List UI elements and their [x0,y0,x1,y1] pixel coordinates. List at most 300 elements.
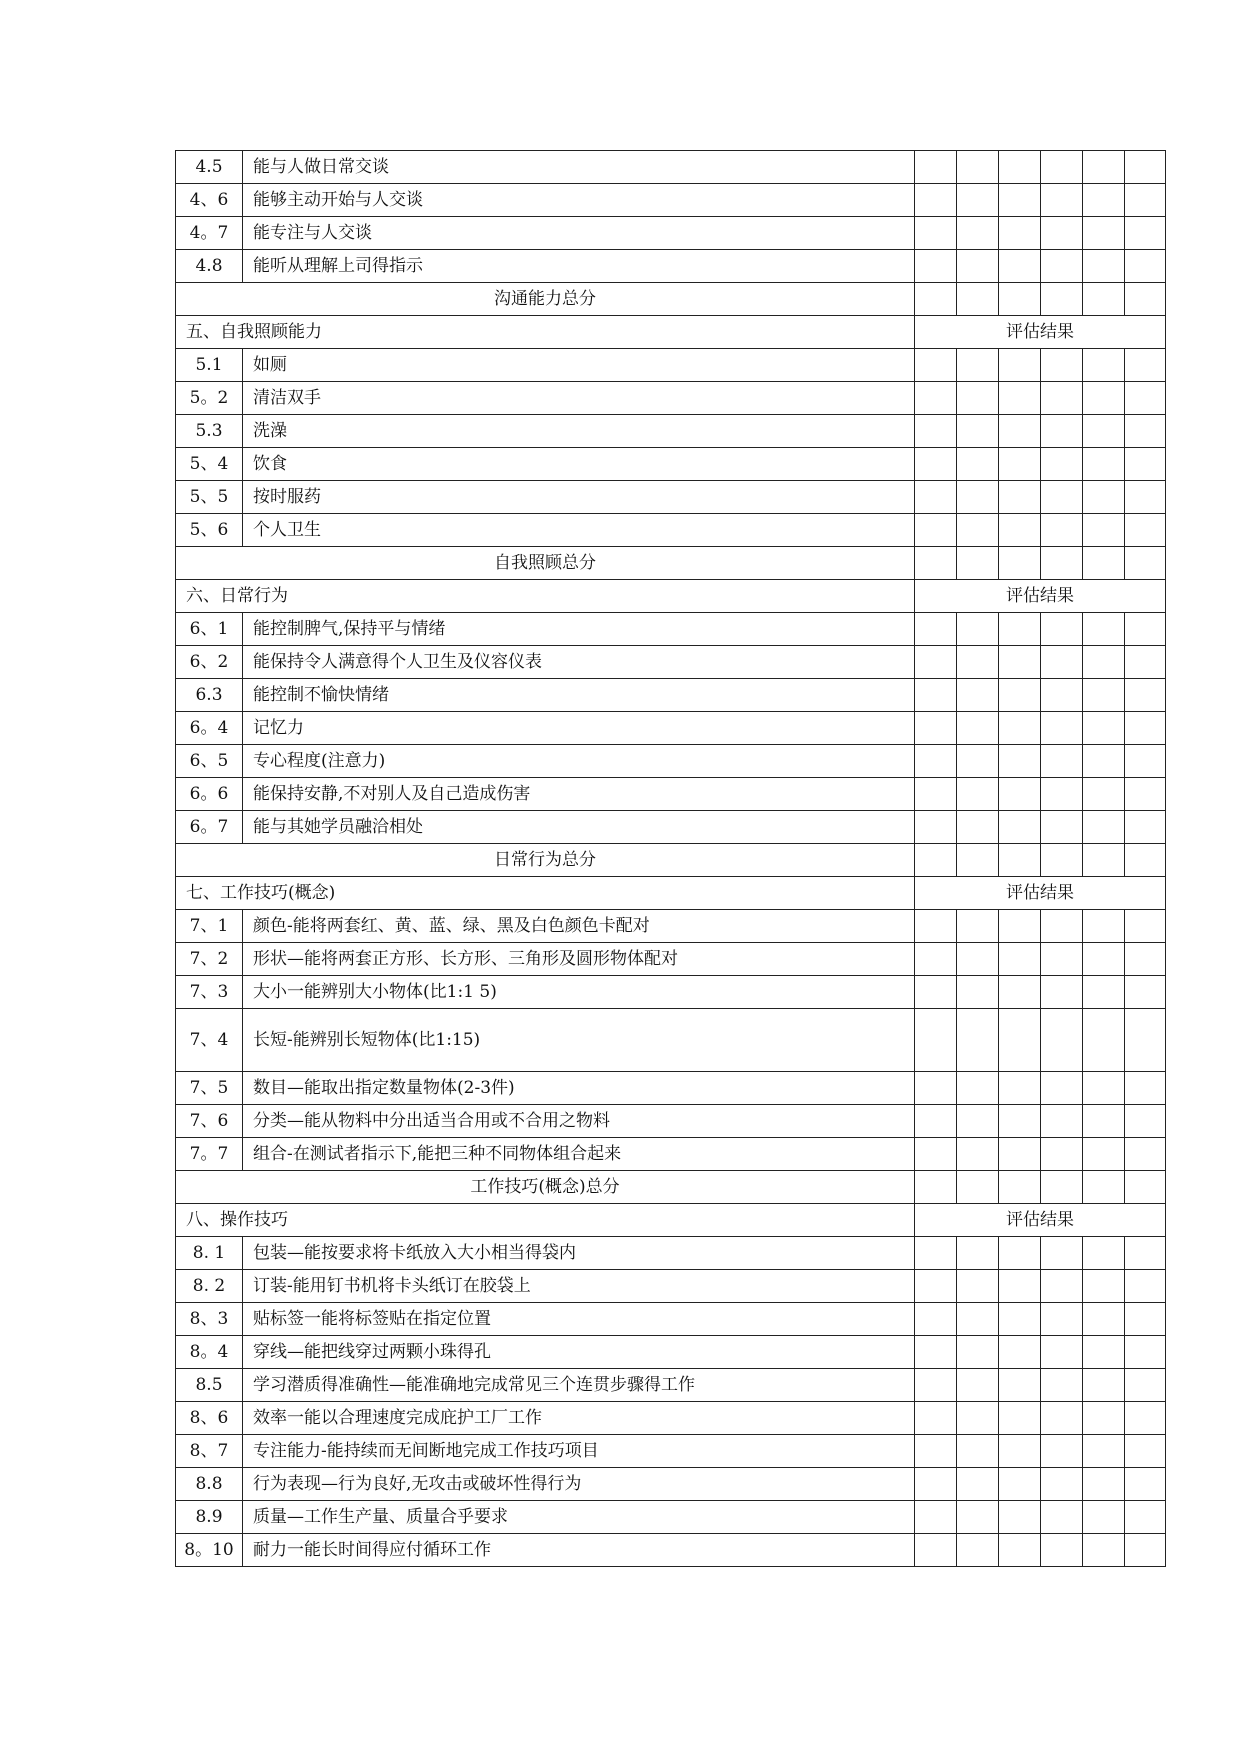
item-row [176,1402,1166,1435]
total-score-cell[interactable] [957,1171,999,1204]
score-cell[interactable] [1083,1072,1125,1105]
score-cell[interactable] [999,943,1041,976]
score-cell[interactable] [1041,514,1083,547]
score-cell[interactable] [915,976,957,1009]
score-cell[interactable] [1041,1105,1083,1138]
item-number: 6.3 [176,679,243,712]
total-score-cell[interactable] [915,547,957,580]
score-cell[interactable] [999,1009,1041,1072]
score-cell[interactable] [915,910,957,943]
item-row [176,349,1166,382]
score-cell[interactable] [1041,679,1083,712]
score-cell[interactable] [957,349,999,382]
total-score-cell[interactable] [1041,547,1083,580]
score-cell[interactable] [915,646,957,679]
score-cell[interactable] [1125,1072,1166,1105]
score-cell[interactable] [957,1072,999,1105]
score-cell[interactable] [915,1501,957,1534]
item-number: 7、5 [176,1072,243,1105]
score-cell[interactable] [915,712,957,745]
score-cell[interactable] [1125,1105,1166,1138]
score-cell[interactable] [1125,448,1166,481]
score-cell[interactable] [957,712,999,745]
score-cell[interactable] [1125,415,1166,448]
score-cell[interactable] [1125,481,1166,514]
score-cell[interactable] [915,514,957,547]
score-cell[interactable] [1125,1369,1166,1402]
score-cell[interactable] [1041,976,1083,1009]
score-cell[interactable] [1083,1402,1125,1435]
score-cell[interactable] [1125,151,1166,184]
total-row [176,547,1166,580]
score-cell[interactable] [915,1105,957,1138]
item-label: 能保持令人满意得个人卫生及仪容仪表 [243,646,915,679]
score-cell[interactable] [915,151,957,184]
total-label: 日常行为总分 [176,844,915,877]
score-cell[interactable] [1083,1138,1125,1171]
score-cell[interactable] [1083,1009,1125,1072]
score-cell[interactable] [1083,514,1125,547]
score-cell[interactable] [1041,1270,1083,1303]
item-number: 8、3 [176,1303,243,1336]
item-label: 按时服药 [243,481,915,514]
score-cell[interactable] [1125,1270,1166,1303]
score-cell[interactable] [1083,745,1125,778]
score-cell[interactable] [999,349,1041,382]
score-cell[interactable] [1041,1237,1083,1270]
score-cell[interactable] [999,250,1041,283]
score-cell[interactable] [1125,679,1166,712]
score-cell[interactable] [915,217,957,250]
score-cell[interactable] [1083,1501,1125,1534]
score-cell[interactable] [1083,646,1125,679]
score-cell[interactable] [1083,1270,1125,1303]
total-score-cell[interactable] [999,283,1041,316]
score-cell[interactable] [999,415,1041,448]
total-score-cell[interactable] [957,844,999,877]
item-number: 4、6 [176,184,243,217]
assessment-result-header: 评估结果 [915,316,1166,349]
score-cell[interactable] [957,1369,999,1402]
item-label: 能控制脾气,保持平与情绪 [243,613,915,646]
score-cell[interactable] [999,1072,1041,1105]
total-score-cell[interactable] [1041,1171,1083,1204]
score-cell[interactable] [1125,745,1166,778]
score-cell[interactable] [1083,382,1125,415]
score-cell[interactable] [1041,778,1083,811]
score-cell[interactable] [957,910,999,943]
score-cell[interactable] [915,415,957,448]
score-cell[interactable] [999,613,1041,646]
score-cell[interactable] [915,1336,957,1369]
item-row [176,910,1166,943]
score-cell[interactable] [1041,1435,1083,1468]
score-cell[interactable] [915,1435,957,1468]
score-cell[interactable] [1041,910,1083,943]
score-cell[interactable] [1041,1369,1083,1402]
score-cell[interactable] [999,1369,1041,1402]
item-row [176,1072,1166,1105]
score-cell[interactable] [957,811,999,844]
score-cell[interactable] [915,778,957,811]
score-cell[interactable] [1041,1072,1083,1105]
score-cell[interactable] [915,481,957,514]
section-title: 七、工作技巧(概念) [176,877,915,910]
score-cell[interactable] [957,1468,999,1501]
score-cell[interactable] [1083,184,1125,217]
score-cell[interactable] [1083,1105,1125,1138]
score-cell[interactable] [999,514,1041,547]
section-title: 六、日常行为 [176,580,915,613]
item-label: 能与其她学员融洽相处 [243,811,915,844]
total-row [176,283,1166,316]
score-cell[interactable] [915,811,957,844]
score-cell[interactable] [1125,712,1166,745]
item-row [176,1303,1166,1336]
score-cell[interactable] [1125,778,1166,811]
score-cell[interactable] [957,1435,999,1468]
item-number: 6。7 [176,811,243,844]
score-cell[interactable] [1041,745,1083,778]
score-cell[interactable] [999,1303,1041,1336]
item-number: 5.3 [176,415,243,448]
score-cell[interactable] [1125,943,1166,976]
item-row [176,1369,1166,1402]
score-cell[interactable] [957,217,999,250]
item-number: 5。2 [176,382,243,415]
total-score-cell[interactable] [1083,1171,1125,1204]
score-cell[interactable] [1041,1468,1083,1501]
score-cell[interactable] [915,1072,957,1105]
score-cell[interactable] [1083,349,1125,382]
section-header-row [176,580,1166,613]
total-score-cell[interactable] [1083,547,1125,580]
score-cell[interactable] [915,1009,957,1072]
score-cell[interactable] [957,778,999,811]
total-score-cell[interactable] [999,1171,1041,1204]
score-cell[interactable] [1125,1534,1166,1567]
score-cell[interactable] [1083,1336,1125,1369]
score-cell[interactable] [957,514,999,547]
score-cell[interactable] [915,1237,957,1270]
score-cell[interactable] [1041,481,1083,514]
score-cell[interactable] [999,811,1041,844]
item-number: 8.8 [176,1468,243,1501]
score-cell[interactable] [1125,910,1166,943]
score-cell[interactable] [915,1534,957,1567]
score-cell[interactable] [999,1138,1041,1171]
item-row [176,415,1166,448]
score-cell[interactable] [957,745,999,778]
total-score-cell[interactable] [999,844,1041,877]
score-cell[interactable] [1125,1303,1166,1336]
score-cell[interactable] [1125,646,1166,679]
item-label: 如厕 [243,349,915,382]
item-number: 5、5 [176,481,243,514]
score-cell[interactable] [957,679,999,712]
item-label: 专心程度(注意力) [243,745,915,778]
score-cell[interactable] [1125,1009,1166,1072]
assessment-form [175,150,1165,1567]
score-cell[interactable] [957,382,999,415]
score-cell[interactable] [1125,1468,1166,1501]
score-cell[interactable] [915,1303,957,1336]
score-cell[interactable] [1125,514,1166,547]
total-score-cell[interactable] [1041,283,1083,316]
score-cell[interactable] [957,1336,999,1369]
item-label: 颜色-能将两套红、黄、蓝、绿、黑及白色颜色卡配对 [243,910,915,943]
score-cell[interactable] [999,778,1041,811]
score-cell[interactable] [1083,250,1125,283]
score-cell[interactable] [1041,1138,1083,1171]
score-cell[interactable] [1125,1138,1166,1171]
score-cell[interactable] [999,1105,1041,1138]
score-cell[interactable] [957,943,999,976]
total-score-cell[interactable] [957,283,999,316]
score-cell[interactable] [999,1336,1041,1369]
total-score-cell[interactable] [1125,547,1166,580]
score-cell[interactable] [999,745,1041,778]
total-score-cell[interactable] [915,844,957,877]
score-cell[interactable] [1083,217,1125,250]
score-cell[interactable] [1083,1534,1125,1567]
score-cell[interactable] [1041,1009,1083,1072]
score-cell[interactable] [999,151,1041,184]
score-cell[interactable] [915,745,957,778]
item-label: 穿线—能把线穿过两颗小珠得孔 [243,1336,915,1369]
score-cell[interactable] [1041,1402,1083,1435]
score-cell[interactable] [957,481,999,514]
score-cell[interactable] [1125,613,1166,646]
score-cell[interactable] [1083,151,1125,184]
score-cell[interactable] [1083,1468,1125,1501]
score-cell[interactable] [1041,1336,1083,1369]
score-cell[interactable] [915,250,957,283]
score-cell[interactable] [915,382,957,415]
score-cell[interactable] [1041,646,1083,679]
score-cell[interactable] [915,613,957,646]
score-cell[interactable] [999,184,1041,217]
score-cell[interactable] [1125,1501,1166,1534]
score-cell[interactable] [1125,976,1166,1009]
score-cell[interactable] [1083,1303,1125,1336]
item-row [176,448,1166,481]
score-cell[interactable] [999,1402,1041,1435]
score-cell[interactable] [1125,1237,1166,1270]
total-score-cell[interactable] [999,547,1041,580]
item-row [176,1138,1166,1171]
item-row [176,151,1166,184]
item-label: 清洁双手 [243,382,915,415]
score-cell[interactable] [1083,1369,1125,1402]
item-label: 数目—能取出指定数量物体(2-3件) [243,1072,915,1105]
item-row [176,514,1166,547]
score-cell[interactable] [957,613,999,646]
score-cell[interactable] [957,1105,999,1138]
score-cell[interactable] [1041,943,1083,976]
score-cell[interactable] [957,1270,999,1303]
score-cell[interactable] [957,448,999,481]
score-cell[interactable] [915,1402,957,1435]
score-cell[interactable] [957,1402,999,1435]
assessment-result-header: 评估结果 [915,877,1166,910]
score-cell[interactable] [957,415,999,448]
item-row [176,679,1166,712]
item-number: 8.9 [176,1501,243,1534]
total-score-cell[interactable] [957,547,999,580]
item-row [176,1237,1166,1270]
score-cell[interactable] [957,151,999,184]
score-cell[interactable] [957,1303,999,1336]
total-score-cell[interactable] [1041,844,1083,877]
item-label: 包装—能按要求将卡纸放入大小相当得袋内 [243,1237,915,1270]
score-cell[interactable] [1083,811,1125,844]
item-number: 6、5 [176,745,243,778]
score-cell[interactable] [1041,349,1083,382]
score-cell[interactable] [999,910,1041,943]
score-cell[interactable] [1083,448,1125,481]
item-label: 效率一能以合理速度完成庇护工厂工作 [243,1402,915,1435]
item-number: 8。4 [176,1336,243,1369]
score-cell[interactable] [1041,1303,1083,1336]
item-number: 8. 2 [176,1270,243,1303]
score-cell[interactable] [999,976,1041,1009]
item-label: 洗澡 [243,415,915,448]
total-score-cell[interactable] [1083,283,1125,316]
score-cell[interactable] [1083,613,1125,646]
score-cell[interactable] [1041,1534,1083,1567]
score-cell[interactable] [957,1237,999,1270]
total-score-cell[interactable] [1083,844,1125,877]
score-cell[interactable] [915,184,957,217]
score-cell[interactable] [1041,613,1083,646]
score-cell[interactable] [1125,1435,1166,1468]
item-label: 专注能力-能持续而无间断地完成工作技巧项目 [243,1435,915,1468]
score-cell[interactable] [1041,811,1083,844]
total-score-cell[interactable] [1125,1171,1166,1204]
item-number: 4。7 [176,217,243,250]
score-cell[interactable] [1041,712,1083,745]
score-cell[interactable] [915,1468,957,1501]
score-cell[interactable] [957,1138,999,1171]
score-cell[interactable] [915,943,957,976]
item-number: 6、2 [176,646,243,679]
score-cell[interactable] [1083,1237,1125,1270]
score-cell[interactable] [957,250,999,283]
score-cell[interactable] [999,1501,1041,1534]
score-cell[interactable] [1125,382,1166,415]
score-cell[interactable] [1125,250,1166,283]
score-cell[interactable] [1041,448,1083,481]
score-cell[interactable] [957,184,999,217]
assessment-result-header: 评估结果 [915,1204,1166,1237]
score-cell[interactable] [1083,910,1125,943]
score-cell[interactable] [999,1534,1041,1567]
score-cell[interactable] [957,1534,999,1567]
item-number: 8、6 [176,1402,243,1435]
score-cell[interactable] [1083,712,1125,745]
score-cell[interactable] [999,1435,1041,1468]
total-score-cell[interactable] [1125,844,1166,877]
total-score-cell[interactable] [915,283,957,316]
score-cell[interactable] [1125,184,1166,217]
score-cell[interactable] [1125,349,1166,382]
score-cell[interactable] [915,448,957,481]
score-cell[interactable] [1083,481,1125,514]
score-cell[interactable] [915,1138,957,1171]
item-row [176,778,1166,811]
score-cell[interactable] [999,481,1041,514]
score-cell[interactable] [999,382,1041,415]
score-cell[interactable] [1083,679,1125,712]
score-cell[interactable] [957,976,999,1009]
score-cell[interactable] [957,646,999,679]
score-cell[interactable] [1041,184,1083,217]
score-cell[interactable] [1041,217,1083,250]
score-cell[interactable] [999,679,1041,712]
total-row [176,844,1166,877]
total-row [176,1171,1166,1204]
score-cell[interactable] [1083,1435,1125,1468]
score-cell[interactable] [1083,415,1125,448]
score-cell[interactable] [915,1270,957,1303]
score-cell[interactable] [957,1501,999,1534]
total-score-cell[interactable] [915,1171,957,1204]
score-cell[interactable] [915,349,957,382]
item-row [176,976,1166,1009]
total-score-cell[interactable] [1125,283,1166,316]
score-cell[interactable] [915,1369,957,1402]
score-cell[interactable] [1125,1402,1166,1435]
score-cell[interactable] [1083,778,1125,811]
item-number: 5.1 [176,349,243,382]
item-number: 6、1 [176,613,243,646]
score-cell[interactable] [999,448,1041,481]
item-row [176,712,1166,745]
score-cell[interactable] [999,1468,1041,1501]
total-label: 自我照顾总分 [176,547,915,580]
score-cell[interactable] [915,679,957,712]
item-label: 长短-能辨别长短物体(比1:15) [243,1009,915,1072]
score-cell[interactable] [1125,811,1166,844]
item-label: 学习潜质得准确性—能准确地完成常见三个连贯步骤得工作 [243,1369,915,1402]
score-cell[interactable] [999,646,1041,679]
score-cell[interactable] [1125,217,1166,250]
score-cell[interactable] [1041,382,1083,415]
score-cell[interactable] [1041,415,1083,448]
item-label: 耐力一能长时间得应付循环工作 [243,1534,915,1567]
score-cell[interactable] [999,217,1041,250]
item-label: 质量—工作生产量、质量合乎要求 [243,1501,915,1534]
item-number: 7、2 [176,943,243,976]
score-cell[interactable] [999,712,1041,745]
score-cell[interactable] [999,1270,1041,1303]
score-cell[interactable] [1125,1336,1166,1369]
score-cell[interactable] [1041,250,1083,283]
score-cell[interactable] [999,1237,1041,1270]
section-header-row [176,316,1166,349]
score-cell[interactable] [1083,976,1125,1009]
item-number: 8.5 [176,1369,243,1402]
score-cell[interactable] [1083,943,1125,976]
score-cell[interactable] [1041,1501,1083,1534]
item-number: 8. 1 [176,1237,243,1270]
score-cell[interactable] [957,1009,999,1072]
item-number: 7、6 [176,1105,243,1138]
score-cell[interactable] [1041,151,1083,184]
item-label: 大小一能辨别大小物体(比1:1 5) [243,976,915,1009]
item-number: 4.5 [176,151,243,184]
